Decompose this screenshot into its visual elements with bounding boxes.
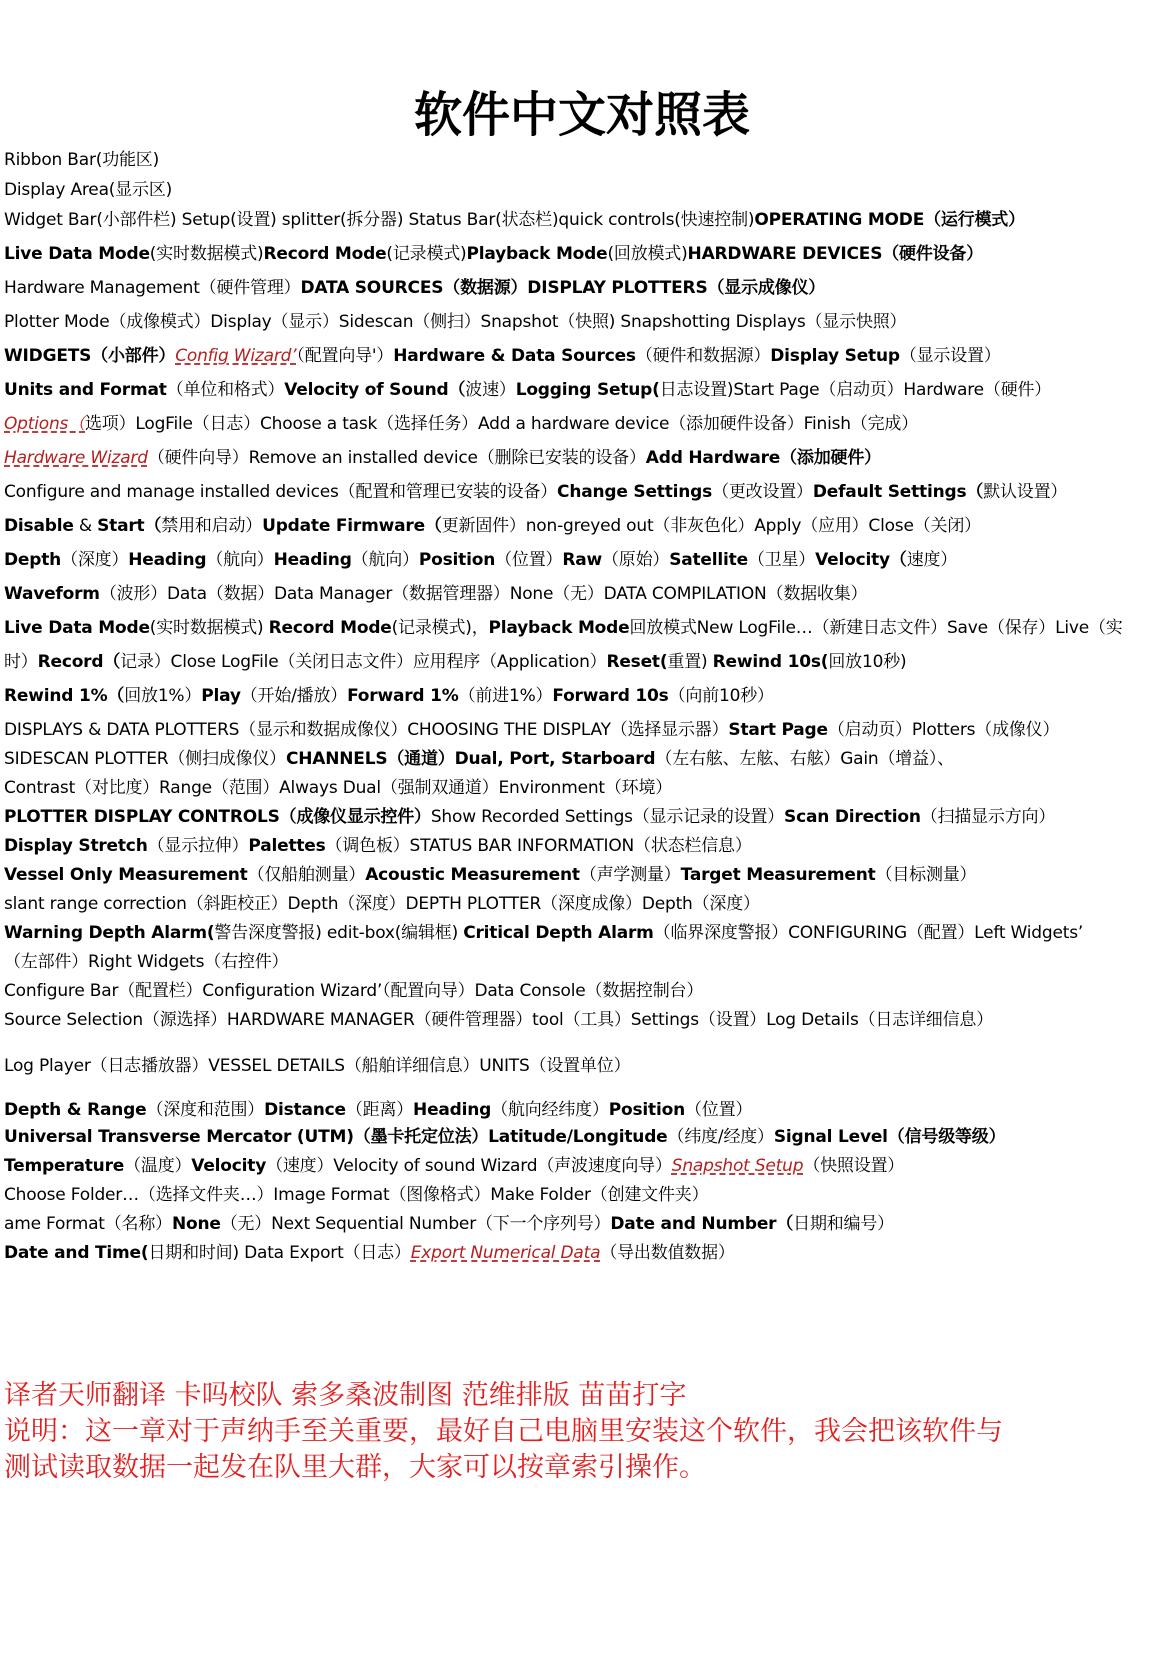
glossary-text: Choose Folder…（选择文件夹…）Image Format（图像格式）Make Folder（创建文件夹） [4, 1185, 709, 1205]
glossary-text: （扫描显示方向） [920, 807, 1056, 827]
glossary-link[interactable]: Snapshot Setup [671, 1156, 804, 1176]
glossary-text: （纬度/经度） [667, 1127, 774, 1147]
glossary-term: Forward 10s [552, 686, 669, 706]
glossary-line [4, 1243, 1154, 1263]
glossary-text: 日期和编号） [793, 1214, 894, 1234]
glossary-line [4, 778, 1154, 798]
glossary-term: Reset( [606, 652, 668, 672]
glossary-text: 禁用和启动） [161, 516, 263, 536]
glossary-line [4, 516, 1154, 536]
glossary-term: Vessel Only Measurement [4, 865, 248, 885]
glossary-link[interactable]: Options（ [4, 414, 85, 434]
glossary-term: Forward 1% [347, 686, 459, 706]
glossary-term: Palettes [248, 836, 326, 856]
glossary-text: Plotter Mode（成像模式）Display（显示）Sidescan（侧扫）Snapshot（快照) Snapshotting Displays（显示快照） [4, 312, 907, 332]
glossary-term: WIDGETS（小部件） [4, 346, 176, 366]
glossary-line [4, 836, 1154, 856]
glossary-text: （原始） [601, 550, 670, 570]
glossary-line [4, 244, 1154, 264]
glossary-line [4, 652, 1154, 672]
glossary-text: （目标测量） [875, 865, 977, 885]
glossary-text: （仅船舶测量） [247, 865, 366, 885]
glossary-term: Display Setup [770, 346, 900, 366]
glossary-line [4, 618, 1154, 638]
glossary-text: 默认设置） [983, 482, 1068, 502]
glossary-line [4, 1214, 1154, 1234]
glossary-term: Units and Format [4, 380, 167, 400]
glossary-text: （位置） [495, 550, 563, 570]
glossary-text: （深度和范围） [146, 1100, 265, 1120]
glossary-text: （单位和格式） [166, 380, 285, 400]
glossary-text: & [73, 516, 98, 536]
glossary-line [4, 312, 1154, 332]
glossary-line [4, 894, 1154, 914]
glossary-text: （更改设置） [712, 482, 813, 502]
glossary-text: 速度） [906, 550, 958, 570]
glossary-text: (实时数据模式) [149, 244, 264, 264]
glossary-term: Rewind 1%（ [4, 686, 125, 706]
glossary-term: Waveform [4, 584, 100, 604]
glossary-text: Log Player（日志播放器）VESSEL DETAILS（船舶详细信息）UNITS（设置单位） [4, 1056, 631, 1076]
glossary-text: （硬件向导）Remove an installed device（删除已安装的设备） [147, 448, 646, 468]
translator-notes [4, 1378, 1154, 1486]
glossary-term: Distance [264, 1100, 346, 1120]
glossary-text: ame Format（名称） [4, 1214, 172, 1234]
glossary-text: (回放模式) [607, 244, 688, 264]
glossary-line [4, 482, 1154, 502]
glossary-text: Ribbon Bar(功能区) [4, 150, 160, 170]
glossary-line [4, 952, 1154, 972]
glossary-text: （显示拉伸） [147, 836, 249, 856]
glossary-line [4, 923, 1154, 943]
glossary-term: Date and Time( [4, 1243, 149, 1263]
note-line: 说明：这一章对于声纳手至关重要，最好自己电脑里安装这个软件，我会把该软件与 [4, 1416, 1003, 1447]
glossary-text: (实时数据模式) [149, 618, 269, 638]
glossary-term: HARDWARE DEVICES（硬件设备） [687, 244, 984, 264]
glossary-text: 选项）LogFile（日志）Choose a task（选择任务）Add a hardware device（添加硬件设备）Finish（完成） [85, 414, 919, 434]
glossary-term: Heading [273, 550, 352, 570]
glossary-term: Depth [4, 550, 62, 570]
glossary-text: Widget Bar(小部件栏) Setup(设置) splitter(拆分器) Status Bar(状态栏)quick controls(快速控制) [4, 210, 755, 230]
glossary-term: Record（ [37, 652, 121, 672]
glossary-term: Display Stretch [4, 836, 148, 856]
glossary-term: Add Hardware（添加硬件） [645, 448, 881, 468]
glossary-term: Velocity [191, 1156, 267, 1176]
glossary-term: Position [608, 1100, 685, 1120]
glossary-line [4, 380, 1154, 400]
glossary-term: Start Page [728, 720, 828, 740]
glossary-line [4, 1100, 1154, 1120]
glossary-line [4, 346, 1154, 366]
glossary-text: slant range correction（斜距校正）Depth（深度）DEPTH PLOTTER（深度成像）Depth（深度） [4, 894, 760, 914]
glossary-term: Target Measurement [680, 865, 876, 885]
glossary-text: （临界深度警报）CONFIGURING（配置）Left Widgets’ [653, 923, 1084, 943]
glossary-line [4, 1127, 1154, 1147]
glossary-term: Hardware & Data Sources [393, 346, 636, 366]
glossary-line [4, 865, 1154, 885]
glossary-text: Display Area(显示区) [4, 180, 173, 200]
glossary-term: Heading [128, 550, 207, 570]
glossary-term: Live Data Mode [4, 618, 150, 638]
glossary-term: Record Mode [268, 618, 392, 638]
glossary-text: 回放1%） [124, 686, 202, 706]
glossary-term: Raw [562, 550, 602, 570]
glossary-text: 记录）Close LogFile（关闭日志文件）应用程序（Application） [120, 652, 607, 672]
glossary-line [4, 720, 1154, 740]
glossary-link[interactable]: Export Numerical Data [410, 1243, 601, 1263]
glossary-text: 重置) [667, 652, 713, 672]
glossary-term: Logging Setup( [515, 380, 660, 400]
glossary-text: （配置向导'） [296, 346, 394, 366]
glossary-text: （位置） [685, 1100, 753, 1120]
glossary-text: （波形）Data（数据）Data Manager（数据管理器）None（无）DATA COMPILATION（数据收集） [99, 584, 868, 604]
glossary-text: （深度） [61, 550, 129, 570]
glossary-text: （声学测量） [579, 865, 681, 885]
glossary-term: Velocity of Sound（ [284, 380, 466, 400]
glossary-text: （无）Next Sequential Number（下一个序列号） [220, 1214, 611, 1234]
glossary-line [4, 584, 1154, 604]
glossary-term: Date and Number（ [610, 1214, 794, 1234]
glossary-line [4, 1010, 1154, 1030]
glossary-text: （航向） [206, 550, 274, 570]
glossary-text: 日志设置)Start Page（启动页）Hardware（硬件） [659, 380, 1052, 400]
glossary-text: （航向经纬度） [491, 1100, 609, 1120]
glossary-text: (记录模式)， [391, 618, 489, 638]
glossary-term: Play [201, 686, 241, 706]
glossary-term: Playback Mode [466, 244, 608, 264]
glossary-text: 回放模式New LogFile…（新建日志文件）Save（保存）Live（实 [629, 618, 1123, 638]
glossary-term: Scan Direction [784, 807, 921, 827]
glossary-text: 警告深度警报) edit-box(编辑框) [214, 923, 464, 943]
glossary-text: （前进1%） [458, 686, 553, 706]
glossary-text: (记录模式) [386, 244, 467, 264]
glossary-text: 时） [4, 652, 38, 672]
glossary-line [4, 180, 1154, 200]
glossary-line [4, 448, 1154, 468]
glossary-text: Configure Bar（配置栏）Configuration Wizard’（配置向导）Data Console（数据控制台） [4, 981, 704, 1001]
glossary-text: Hardware Management（硬件管理） [4, 278, 301, 298]
glossary-line [4, 807, 1154, 827]
glossary-text: Source Selection（源选择）HARDWARE MANAGER（硬件管理器）tool（工具）Settings（设置）Log Details（日志详细信息） [4, 1010, 994, 1030]
glossary-term: OPERATING MODE（运行模式） [754, 210, 1025, 230]
glossary-text: SIDESCAN PLOTTER（侧扫成像仪） [4, 749, 286, 769]
glossary-term: Warning Depth Alarm( [4, 923, 215, 943]
note-line: 测试读取数据一起发在队里大群，大家可以按章索引操作。 [4, 1452, 706, 1483]
glossary-text: （调色板）STATUS BAR INFORMATION（状态栏信息） [325, 836, 752, 856]
glossary-text: （距离） [345, 1100, 414, 1120]
glossary-list [4, 150, 1154, 1263]
glossary-line [4, 278, 1154, 298]
glossary-term: Update Firmware（ [262, 516, 442, 536]
glossary-text: （开始/播放） [240, 686, 348, 706]
glossary-term: Position [418, 550, 496, 570]
glossary-term: Live Data Mode [4, 244, 150, 264]
glossary-line [4, 210, 1154, 230]
glossary-term: Heading [413, 1100, 492, 1120]
glossary-text: （向前10秒） [668, 686, 774, 706]
glossary-line [4, 414, 1154, 434]
glossary-line [4, 749, 1154, 769]
glossary-text: （硬件和数据源） [635, 346, 771, 366]
glossary-term: Acoustic Measurement [365, 865, 580, 885]
glossary-term: Velocity（ [815, 550, 907, 570]
glossary-text: Configure and manage installed devices（配置和管理已安装的设备） [4, 482, 558, 502]
glossary-text: （温度） [124, 1156, 192, 1176]
glossary-term: Default Settings（ [812, 482, 984, 502]
glossary-line [4, 1185, 1154, 1205]
glossary-term: Depth & Range [4, 1100, 147, 1120]
glossary-term: Satellite [669, 550, 748, 570]
glossary-link[interactable]: Hardware Wizard [4, 448, 148, 468]
glossary-text: Contrast（对比度）Range（范围）Always Dual（强制双通道）Environment（环境） [4, 778, 673, 798]
glossary-text: （显示设置） [899, 346, 1001, 366]
glossary-term: Signal Level（信号级等级） [773, 1127, 1006, 1147]
glossary-text: 回放10秒) [828, 652, 907, 672]
glossary-term: None [171, 1214, 221, 1234]
glossary-term: DATA SOURCES（数据源）DISPLAY PLOTTERS（显示成像仪） [300, 278, 826, 298]
glossary-line [4, 686, 1154, 706]
glossary-term: Record Mode [263, 244, 387, 264]
glossary-term: Universal Transverse Mercator (UTM)（墨卡托定位法）Latitude/Longitude [4, 1127, 668, 1147]
glossary-text: Show Recorded Settings（显示记录的设置） [430, 807, 785, 827]
glossary-term: Change Settings [557, 482, 713, 502]
page-title: 软件中文对照表 [413, 87, 750, 143]
glossary-term: Disable [4, 516, 74, 536]
glossary-term: Rewind 10s( [712, 652, 829, 672]
glossary-text: DISPLAYS & DATA PLOTTERS（显示和数据成像仪）CHOOSING THE DISPLAY（选择显示器） [4, 720, 729, 740]
glossary-text: （快照设置） [803, 1156, 905, 1176]
glossary-text: （航向） [351, 550, 419, 570]
glossary-line [4, 981, 1154, 1001]
glossary-text: （启动页）Plotters（成像仪） [827, 720, 1060, 740]
glossary-text: （卫星） [747, 550, 816, 570]
glossary-text: 更新固件）non-greyed out（非灰色化）Apply（应用）Close（关闭） [441, 516, 981, 536]
glossary-line [4, 150, 1154, 170]
glossary-term: Temperature [4, 1156, 125, 1176]
note-line: 译者天师翻译 卡吗校队 索多桑波制图 范维排版 苗苗打字 [4, 1380, 687, 1411]
glossary-text: 波速） [465, 380, 516, 400]
glossary-text: （左右舷、左舷、右舷）Gain（增益）、 [655, 749, 954, 769]
glossary-link[interactable]: Config Wizard’ [175, 346, 297, 366]
glossary-line [4, 550, 1154, 570]
glossary-term: Start（ [97, 516, 162, 536]
glossary-line [4, 1156, 1154, 1176]
glossary-line [4, 1056, 1154, 1076]
glossary-term: Critical Depth Alarm [463, 923, 654, 943]
glossary-term: PLOTTER DISPLAY CONTROLS（成像仪显示控件） [4, 807, 431, 827]
glossary-text: （速度）Velocity of sound Wizard（声波速度向导） [266, 1156, 672, 1176]
glossary-text: 日期和时间) Data Export（日志） [148, 1243, 411, 1263]
glossary-text: （左部件）Right Widgets（右控件） [4, 952, 289, 972]
glossary-term: CHANNELS（通道）Dual, Port, Starboard [285, 749, 656, 769]
glossary-text: （导出数值数据） [600, 1243, 735, 1263]
glossary-term: Playback Mode [488, 618, 630, 638]
